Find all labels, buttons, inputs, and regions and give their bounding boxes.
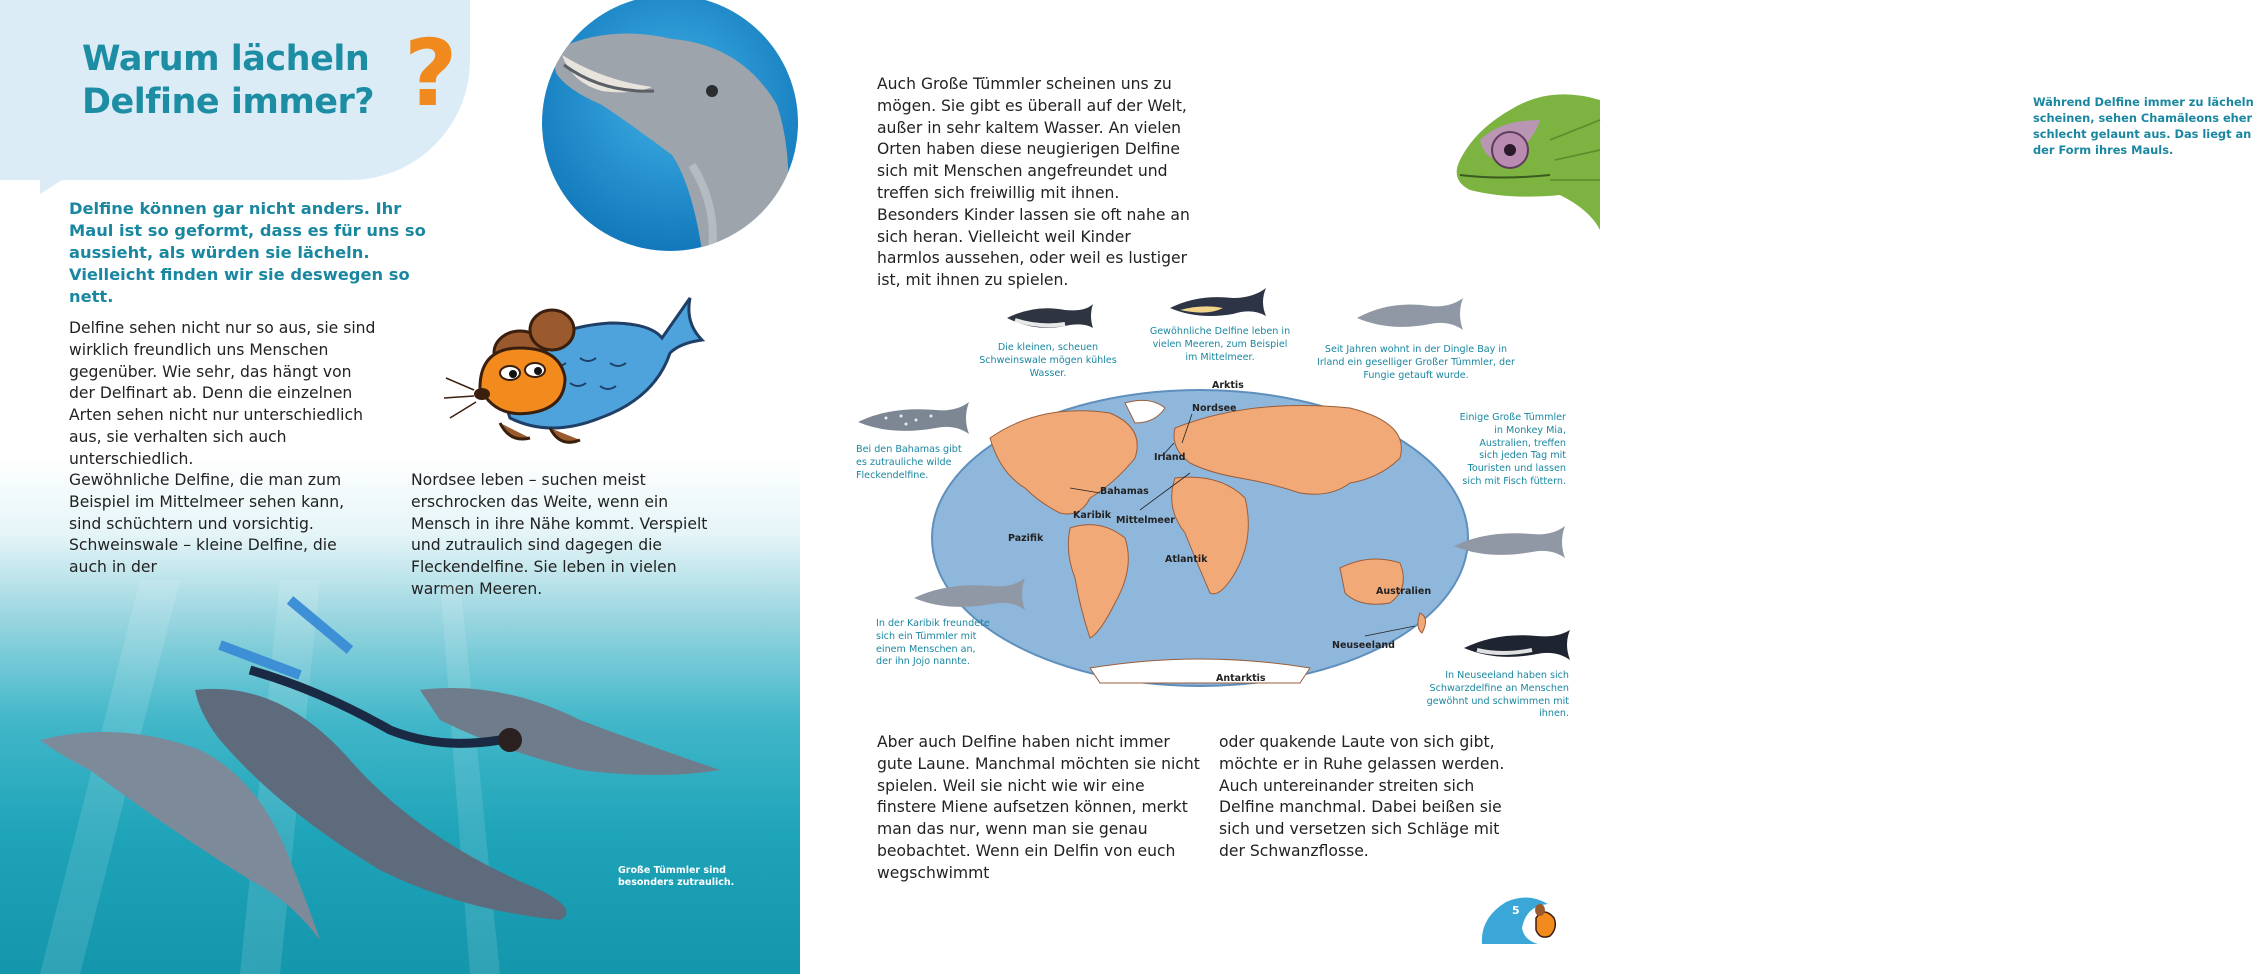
chameleon-illustration [1440, 80, 1600, 230]
map-label-arktis: Arktis [1212, 380, 1244, 391]
speech-bubble-tail [40, 150, 110, 194]
bottlenose-dolphin-jojo-illustration [912, 574, 1027, 618]
note-monkey-mia: Einige Große Tümmler in Monkey Mia, Australien, treffen sich jeden Tag mit Touristen und lassen sich mit Fisch füttern. [1459, 412, 1566, 487]
left-page [0, 0, 800, 974]
map-label-australien: Australien [1376, 586, 1432, 597]
note-neuseeland: In Neuseeland haben sich Schwarzdelfine an Menschen gewöhnt und schwimmen mit ihnen. [1426, 670, 1569, 720]
bottlenose-dolphin-fungie-illustration [1355, 292, 1465, 338]
spotted-dolphin-illustration [856, 398, 971, 442]
snorkeler-caption: Große Tümmler sind besonders zutraulich. [618, 865, 735, 888]
porpoise-illustration [1005, 298, 1095, 338]
note-porpoise: Die kleinen, scheuen Schweinswale mögen kühles Wasser. [979, 342, 1117, 379]
map-label-karibik: Karibik [1073, 510, 1112, 521]
right-paragraph-2-col1: Aber auch Delfine haben nicht immer gute Laune. Manchmal möchten sie nicht spielen. Weil sie nicht wie wir eine finstere Miene aufsetzen können, merkt man das nur, wenn man sie genau beobachtet. Wenn ein Delfin von euch wegschwimmt [877, 733, 1200, 882]
note-common-dolphin: Gewöhnliche Delfine leben in vielen Meeren, zum Beispiel im Mittelmeer. [1149, 326, 1291, 363]
left-paragraph-2-col2: Nordsee leben – suchen meist erschrocken das Weite, wenn ein Mensch in ihre Nähe kommt. Verspielt und zutraulich sind dagegen die Fleckendelfine. Sie leben in vielen warmen Meeren. [411, 471, 708, 598]
page-number-badge [1478, 888, 1568, 948]
note-jojo: In der Karibik freundete sich ein Tümmler mit einem Menschen an, der ihn Jojo nannte. [876, 618, 990, 668]
note-fungie: Seit Jahren wohnt in der Dingle Bay in Irland ein geselliger Großer Tümmler, der Fungie getauft wurde. [1317, 344, 1515, 381]
map-label-irland: Irland [1154, 452, 1186, 463]
title-line-1: Warum lächeln [82, 39, 370, 79]
snorkeler-with-dolphins-illustration [20, 580, 780, 974]
map-label-mittelmeer: Mittelmeer [1116, 515, 1175, 526]
title-line-2: Delfine immer? [82, 82, 375, 122]
common-dolphin-illustration [1168, 284, 1268, 324]
note-bahamas: Bei den Bahamas gibt es zutrauliche wilde Fleckendelfine. [856, 444, 962, 481]
right-paragraph-2-col2: oder quakende Laute von sich gibt, möchte er in Ruhe gelassen werden. Auch untereinander streiten sich Delfine manchmal. Dabei beißen sie sich und versetzen sich Schläge mit der Schwanzflosse. [1219, 733, 1505, 860]
map-label-atlantik: Atlantik [1165, 554, 1208, 565]
map-label-nordsee: Nordsee [1192, 403, 1237, 414]
dusky-dolphin-illustration [1462, 626, 1572, 666]
map-label-antarktis: Antarktis [1216, 673, 1266, 684]
map-label-pazifik: Pazifik [1008, 533, 1044, 544]
chameleon-caption: Während Delfine immer zu lächeln scheinen, sehen Chamäleons eher schlecht gelaunt aus. Das liegt an der Form ihres Mauls. [2033, 95, 2254, 157]
smiling-dolphin-photo [542, 0, 802, 251]
page-number: 5 [1512, 904, 1520, 917]
left-paragraph-1: Delfine sehen nicht nur so aus, sie sind wirklich freundlich uns Menschen gegenüber. Wie sehr, das hängt von der Delfinart ab. Denn die einzelnen Arten sehen nicht nur unterschiedlich aus, sie verhalten sich auch unterschiedlich. [69, 319, 376, 468]
mouse-in-fish-costume-illustration [440, 268, 700, 458]
right-paragraph-1: Auch Große Tümmler scheinen uns zu mögen. Sie gibt es überall auf der Welt, außer in sehr kaltem Wasser. An vielen Orten haben diese neugierigen Delfine sich mit Menschen angefreundet und treffen sich freiwillig mit ihnen. Besonders Kinder lassen sie oft nahe an sich heran. Vielleicht weil Kinder harmlos aussehen, oder weil es lustiger ist, mit ihnen zu spielen. [877, 75, 1190, 290]
intro-text: Delfine können gar nicht anders. Ihr Maul ist so geformt, dass es für uns so aussieht, als würden sie lächeln. Vielleicht finden wir sie deswegen so nett. [69, 199, 426, 306]
map-label-bahamas: Bahamas [1100, 486, 1149, 497]
question-mark: ? [404, 20, 458, 127]
map-label-neuseeland: Neuseeland [1332, 640, 1395, 651]
bottlenose-dolphin-monkey-mia-illustration [1452, 522, 1567, 566]
page-title [82, 38, 374, 124]
left-paragraph-2-col1: Gewöhnliche Delfine, die man zum Beispiel im Mittelmeer sehen kann, sind schüchtern und vorsichtig. Schweinswale – kleine Delfine, die auch in der [69, 471, 345, 577]
